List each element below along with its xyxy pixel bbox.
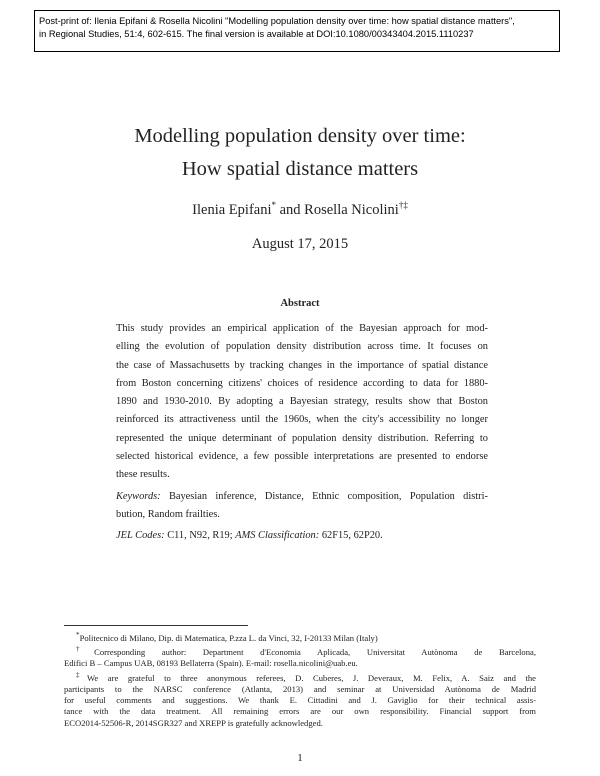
page-number: 1	[297, 752, 303, 764]
footnote-separator	[64, 625, 248, 626]
keywords-line-1	[116, 488, 488, 506]
footnotes	[64, 630, 536, 729]
abstract-line: This study provides an empirical application of the Bayesian approach for mod-	[116, 323, 488, 334]
footnote-mark: †	[76, 645, 95, 654]
abstract-line: elling the evolution of population density distribution across time. It focuses on	[116, 341, 488, 353]
keywords-label: Keywords:	[116, 491, 161, 502]
author-nicolini-footnote-mark: †‡	[398, 200, 408, 210]
abstract-line: these results.	[116, 469, 170, 481]
abstract-heading: Abstract	[280, 298, 320, 309]
classification-codes	[116, 530, 488, 541]
postprint-notice-line-1: Post-print of: Ilenia Epifani & Rosella Nicolini "Modelling population density over time: how spatial distance matters",	[39, 16, 515, 26]
author-conjunction: and	[275, 201, 305, 218]
author-nicolini: Rosella Nicolini	[304, 201, 399, 218]
footnote-acknowledgements	[64, 670, 536, 684]
footnote-text: Edifici B – Campus UAB, 08193 Bellaterra (Spain). E-mail: rosella.nicolini@uab.eu.	[64, 658, 358, 669]
author-list	[0, 200, 600, 219]
footnote-text: Corresponding author: Department d'Economia Aplicada, Universitat Autònoma de Barcelona,	[94, 647, 536, 658]
abstract-line: selected historical evidence, a few possible interpretations are presented to endorse	[116, 451, 488, 463]
ams-label: AMS Classification:	[235, 530, 320, 541]
jel-label: JEL Codes:	[116, 530, 165, 541]
footnote-text: We are grateful to three anonymous referees, D. Cuberes, J. Deveraux, M. Felix, A. Saiz and the	[86, 672, 536, 683]
abstract-line: represented the unique determinant of population density distribution. Referring to	[116, 432, 488, 444]
author-epifani-footnote-mark: *	[271, 200, 276, 210]
title-line-1: Modelling population density over time:	[134, 125, 466, 147]
postprint-notice-line-2: in Regional Studies, 51:4, 602-615. The final version is available at DOI:10.1080/00343404.2015.1110237	[39, 29, 474, 39]
footnote-text: ECO2014-52506-R, 2014SGR327 and XREPP is gratefully acknowledged.	[64, 717, 323, 728]
title-line-2: How spatial distance matters	[181, 158, 419, 180]
keywords-text-1: Bayesian inference, Distance, Ethnic composition, Population distri-	[160, 491, 488, 502]
ams-codes: 62F15, 62P20.	[319, 530, 383, 541]
footnote-text: Politecnico di Milano, Dip. di Matematica, P.zza L. da Vinci, 32, I-20133 Milan (Italy)	[79, 632, 378, 643]
footnote-text: tance with the data treatment. All remaining errors are our own responsibility. Financial support from	[64, 706, 536, 717]
abstract-body	[116, 320, 488, 485]
abstract-line: reinforced its attractiveness until the 1960s, when the city's accessibility no longer	[116, 414, 488, 426]
publication-date: August 17, 2015	[251, 236, 349, 252]
footnote-text: participants to the NARSC conference (Atlanta, 2013) and seminar at Universidad Autònoma de Madrid	[64, 683, 536, 694]
abstract-line: from Boston concerning citizens' choices of residence according to data for 1880-	[116, 377, 488, 389]
postprint-notice-box	[34, 10, 560, 52]
abstract-line: 1890 and 1930-2010. By adopting a Bayesian strategy, results show that Boston	[116, 396, 488, 408]
footnote-mark: ‡	[76, 670, 87, 679]
footnote-mark: *	[76, 631, 80, 639]
abstract-line: the case of Massachusetts by tracking changes in the importance of spatial distance	[116, 359, 488, 371]
footnote-affiliation-epifani	[64, 630, 536, 644]
footnote-corresponding-author	[64, 644, 536, 658]
author-epifani: Ilenia Epifani	[192, 201, 272, 218]
jel-codes: C11, N92, R19;	[164, 530, 236, 541]
keywords-line-2: bution, Random frailties.	[116, 509, 220, 521]
footnote-text: for useful comments and suggestions. We thank E. Cittadini and J. Gaviglio for their technical assis-	[64, 695, 536, 706]
keywords-block	[116, 488, 488, 525]
paper-title	[0, 120, 600, 186]
